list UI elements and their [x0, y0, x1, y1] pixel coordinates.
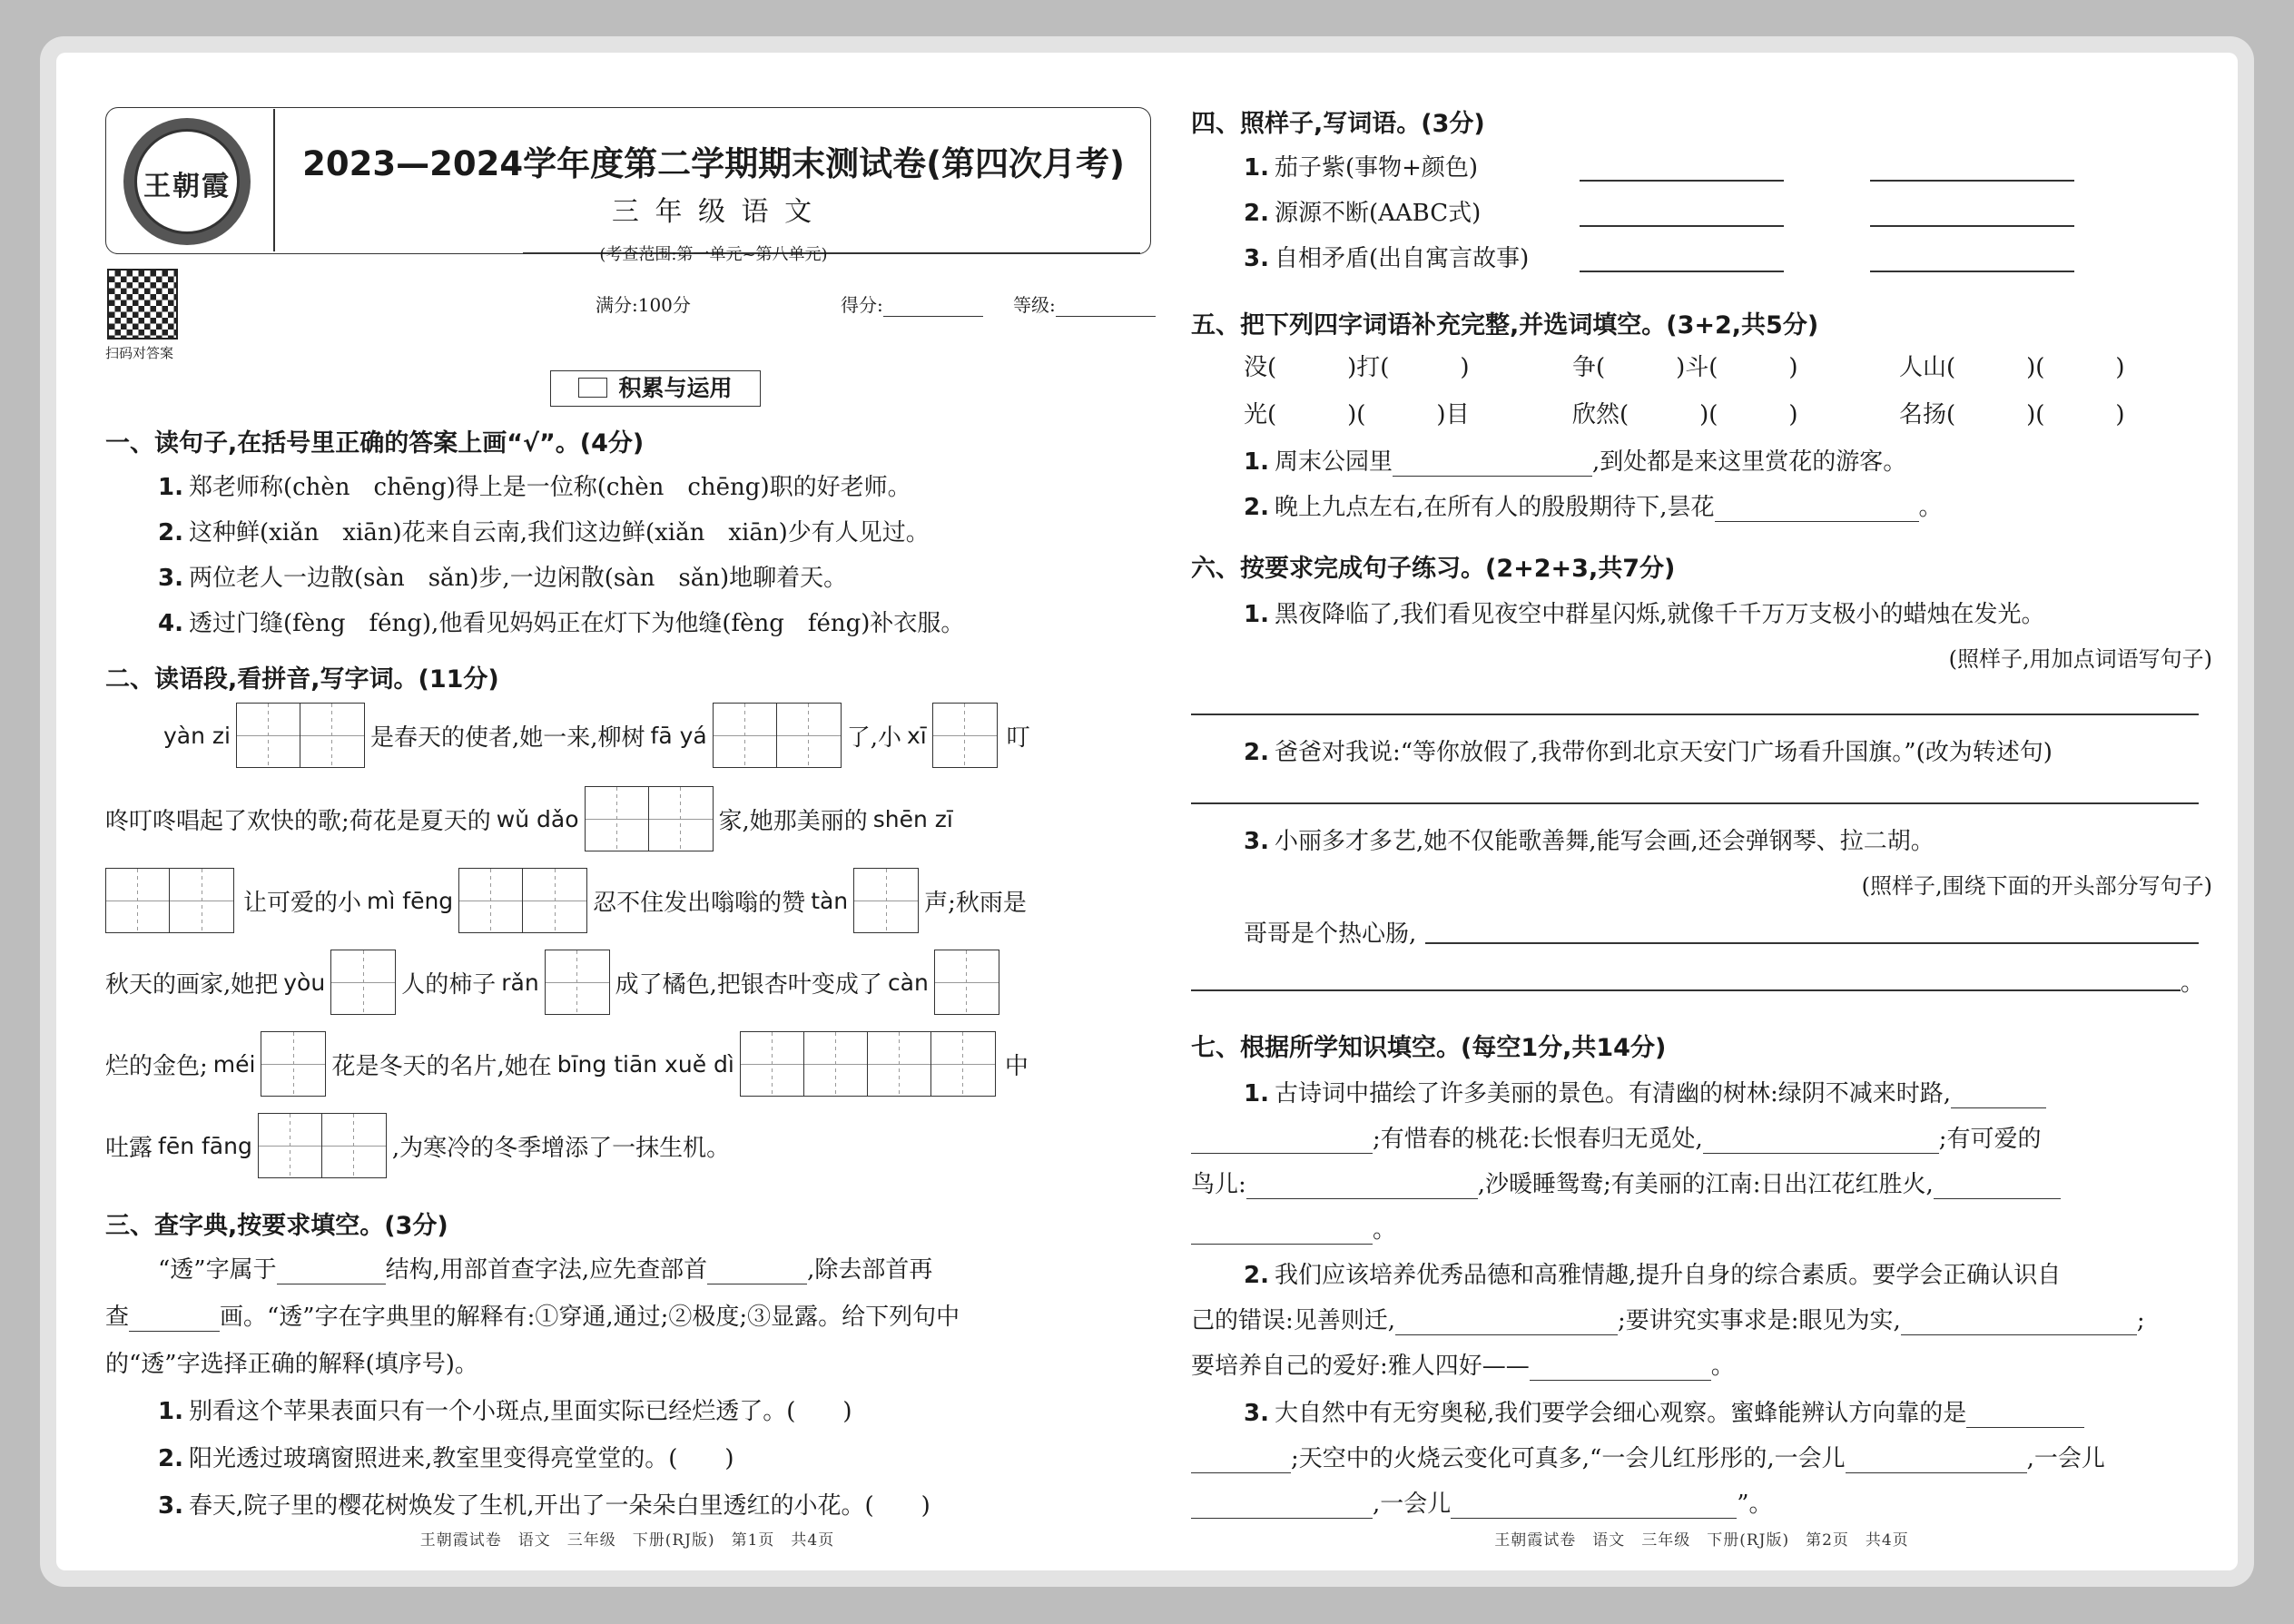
q7-text: ;	[2136, 1307, 2145, 1334]
q1-item-2	[158, 514, 930, 547]
q2-text: 成了橘色,把银杏叶变成了	[615, 970, 882, 999]
pinyin: tàn	[811, 887, 849, 914]
q2-text: 中	[1004, 1052, 1029, 1080]
q3-item-3-text: 春天,院子里的樱花树焕发了生机,开出了一朵朵白里透红的小花。( )	[188, 1492, 930, 1520]
q7-text: ,沙暖睡鸳鸯;有美丽的江南:日出江花红胜火,	[1477, 1171, 1934, 1198]
q2-row-4	[105, 950, 1149, 1015]
q5-idiom-4[interactable]: 光( )( )目	[1244, 401, 1470, 428]
q7-blank[interactable]	[1951, 1084, 2046, 1108]
q3-item-3-num: 3.	[158, 1492, 183, 1520]
q6-item-3-text: 小丽多才多艺,她不仅能歌善舞,能写会画,还会弹钢琴、拉二胡。	[1274, 828, 1935, 855]
char-grid[interactable]	[853, 868, 919, 933]
q7-text: ;要讲究实事求是:眼见为实,	[1618, 1307, 1901, 1334]
q2-row-2	[105, 786, 1149, 851]
q7-p1-line-4	[1191, 1211, 1396, 1245]
q2-row-5	[105, 1031, 1149, 1097]
q5-idiom-6[interactable]: 名扬( )( )	[1899, 401, 2125, 428]
q7-text: 我们应该培养优秀品德和高雅情趣,提升自身的综合素质。要学会正确认识自	[1274, 1262, 2062, 1289]
pinyin: fā yá	[650, 722, 707, 749]
q1-item-4-text: 透过门缝(fèng féng),他看见妈妈正在灯下为他缝(fèng féng)补衣服。	[188, 610, 965, 637]
q7-text: 鸟儿:	[1191, 1171, 1246, 1198]
q7-text: ”。	[1737, 1491, 1773, 1518]
q7-p1-line-2	[1191, 1120, 2042, 1154]
q7-blank[interactable]	[1451, 1494, 1737, 1519]
q7-blank[interactable]	[1191, 1129, 1373, 1154]
page-2	[1191, 53, 2212, 1570]
pinyin: yòu	[283, 969, 326, 996]
q1-item-4-num: 4.	[158, 610, 183, 637]
q7-p1-line-3	[1191, 1166, 2061, 1199]
page-2-footer: 王朝霞试卷 语文 三年级 下册(RJ版) 第2页 共4页	[1494, 1531, 1909, 1550]
q5-idiom-5[interactable]: 欣然( )( )	[1572, 401, 1798, 428]
q7-blank[interactable]	[1703, 1129, 1939, 1154]
q7-blank[interactable]	[1246, 1175, 1478, 1199]
q2-text: 是春天的使者,她一来,柳树	[369, 723, 645, 752]
q5-text: 。	[1918, 494, 1943, 521]
q7-p2-num: 2.	[1244, 1262, 1269, 1289]
q1-heading: 一、读句子,在括号里正确的答案上画“√”。(4分)	[105, 429, 645, 458]
q4-item-3	[1244, 240, 1529, 273]
char-grid[interactable]	[261, 1031, 326, 1097]
score-got-label: 得分:	[841, 294, 883, 316]
exam-scope: (考查范围:第一单元~第八单元)	[599, 245, 828, 264]
q4-item-1-num: 1.	[1244, 154, 1269, 182]
q2-text: 让可爱的小	[243, 889, 362, 917]
q2-text: 咚叮咚唱起了欢快的歌;荷花是夏天的	[105, 807, 491, 835]
q6-answer-line-1[interactable]	[1191, 714, 2199, 715]
q7-text: 大自然中有无穷奥秘,我们要学会细心观察。蜜蜂能辨认方向靠的是	[1274, 1400, 1967, 1427]
q7-p1-num: 1.	[1244, 1080, 1269, 1107]
q7-blank[interactable]	[1395, 1311, 1618, 1335]
q2-text: 家,她那美丽的	[718, 807, 868, 835]
q3-text: ,除去部首再	[807, 1256, 933, 1284]
q5-idiom-2[interactable]: 争( )斗( )	[1572, 354, 1798, 381]
exam-subtitle: 三 年 级 语 文	[611, 196, 816, 228]
q7-blank[interactable]	[1191, 1449, 1291, 1473]
q3-item-2-num: 2.	[158, 1445, 183, 1472]
q4-item-1	[1244, 149, 1478, 182]
q6-item-1	[1244, 595, 2045, 629]
q7-p3-line-1	[1244, 1394, 2084, 1428]
q1-item-2-text: 这种鲜(xiǎn xiān)花来自云南,我们这边鲜(xiǎn xiān)少有人见过。	[188, 519, 930, 546]
q3-text: 查	[105, 1304, 130, 1331]
q7-text: 古诗词中描绘了许多美丽的景色。有清幽的树林:绿阴不减来时路,	[1274, 1080, 1951, 1107]
q7-p2-line-3	[1191, 1347, 1735, 1381]
q2-row-6	[105, 1113, 1149, 1178]
q3-text: 结构,用部首查字法,应先查部首	[385, 1256, 708, 1284]
q2-row-3	[105, 868, 1149, 933]
q3-item-2-text: 阳光透过玻璃窗照进来,教室里变得亮堂堂的。( )	[188, 1445, 734, 1472]
q3-blank-strokes[interactable]	[129, 1307, 220, 1332]
q2-text: 烂的金色;	[105, 1052, 208, 1080]
qr-code[interactable]	[107, 269, 178, 340]
pinyin: méi	[212, 1050, 256, 1078]
q6-end: 。	[2181, 969, 2205, 997]
score-got-blank[interactable]	[883, 296, 983, 317]
char-grid[interactable]	[330, 950, 396, 1015]
q7-text: 。	[1373, 1216, 1397, 1244]
q4-item-3-num: 3.	[1244, 245, 1269, 272]
q7-text: 要培养自己的爱好:雅人四好——	[1191, 1353, 1530, 1380]
q3-blank-structure[interactable]	[277, 1260, 386, 1284]
q5-sentence-1	[1244, 443, 1906, 477]
q7-blank[interactable]	[1901, 1311, 2137, 1335]
q7-p2-line-2	[1191, 1302, 2145, 1335]
q7-blank[interactable]	[1191, 1220, 1373, 1245]
q3-blank-radical[interactable]	[707, 1260, 807, 1284]
q7-text: ;天空中的火烧云变化可真多,“一会儿红彤彤的,一会儿	[1291, 1445, 1846, 1472]
q1-item-1-text: 郑老师称(chèn chēng)得上是一位称(chèn chēng)职的好老师。	[188, 474, 911, 501]
q5-blank-2[interactable]	[1715, 497, 1919, 522]
banner-icon	[578, 378, 607, 398]
q6-item-1-num: 1.	[1244, 601, 1269, 628]
q6-item-1-hint: (照样子,用加点词语写句子)	[1948, 646, 2212, 672]
q5-sentence-2-num: 2.	[1244, 494, 1269, 521]
q4-heading: 四、照样子,写词语。(3分)	[1191, 110, 1485, 138]
q3-line-3: 的“透”字选择正确的解释(填序号)。	[105, 1351, 478, 1378]
grade	[1013, 290, 1156, 317]
q3-text: 画。“透”字在字典里的解释有:①穿通,通过;②极度;③显露。给下列句中	[220, 1304, 960, 1331]
q4-blank[interactable]	[1580, 225, 1784, 227]
q4-item-2	[1244, 194, 1481, 228]
q1-item-1-num: 1.	[158, 474, 183, 501]
q6-heading: 六、按要求完成句子练习。(2+2+3,共7分)	[1191, 555, 1676, 583]
q7-text: ;有惜春的桃花:长恨春归无觅处,	[1373, 1126, 1703, 1153]
q7-blank[interactable]	[1966, 1403, 2084, 1428]
q3-item-1-text: 别看这个苹果表面只有一个小斑点,里面实际已经烂透了。( )	[188, 1398, 852, 1425]
q7-blank[interactable]	[1934, 1175, 2061, 1199]
char-grid[interactable]	[458, 868, 587, 933]
q5-blank-1[interactable]	[1393, 452, 1592, 477]
pinyin: wǔ dǎo	[496, 805, 579, 832]
q2-text: 声;秋雨是	[924, 889, 1027, 917]
q6-answer-line-2[interactable]	[1191, 802, 2199, 804]
q5-sentence-1-num: 1.	[1244, 448, 1269, 476]
q4-blank[interactable]	[1870, 180, 2074, 182]
q2-text: 了,小	[846, 723, 901, 752]
q5-text: 晚上九点左右,在所有人的殷殷期待下,昙花	[1274, 494, 1715, 521]
q7-text: ;有可爱的	[1938, 1126, 2042, 1153]
q5-text: ,到处都是来这里赏花的游客。	[1591, 448, 1907, 476]
q7-p1-line-1	[1244, 1075, 2046, 1108]
q3-item-1-num: 1.	[158, 1398, 183, 1425]
q6-item-3-hint: (照样子,围绕下面的开头部分写句子)	[1861, 873, 2212, 899]
char-grid[interactable]	[934, 950, 999, 1015]
q4-blank[interactable]	[1580, 180, 1784, 182]
q2-row-1	[105, 703, 1202, 768]
q7-text: 。	[1710, 1353, 1735, 1380]
q7-text: 己的错误:见善则迁,	[1191, 1307, 1396, 1334]
exam-paper	[56, 53, 2238, 1570]
exam-title: 2023—2024学年度第二学期期末测试卷(第四次月考)	[302, 144, 1125, 183]
q5-sentence-2	[1244, 488, 1943, 522]
char-grid[interactable]	[236, 703, 365, 768]
q6-item-2-num: 2.	[1244, 739, 1269, 766]
q3-item-2	[158, 1440, 734, 1473]
pinyin: bīng tiān xuě dì	[556, 1050, 734, 1078]
q6-item-3	[1244, 822, 1935, 856]
q1-item-2-num: 2.	[158, 519, 183, 546]
q6-item-1-text: 黑夜降临了,我们看见夜空中群星闪烁,就像千千万万支极小的蜡烛在发光。	[1274, 601, 2045, 628]
score-full: 满分:100分	[596, 294, 691, 316]
q2-text: 吐露	[105, 1134, 153, 1162]
q5-idiom-1[interactable]: 没( )打( )	[1244, 354, 1470, 381]
q3-heading: 三、查字典,按要求填空。(3分)	[105, 1212, 448, 1240]
q6-answer-line-3[interactable]	[1425, 942, 2199, 944]
q3-item-1	[158, 1393, 852, 1426]
q3-line-2	[105, 1298, 960, 1332]
q2-text: 花是冬天的名片,她在	[331, 1052, 552, 1080]
grade-label: 等级:	[1013, 294, 1056, 316]
qr-caption: 扫码对答案	[105, 345, 174, 361]
q7-blank[interactable]	[1530, 1356, 1711, 1381]
q4-item-3-text: 自相矛盾(出自寓言故事)	[1274, 245, 1530, 272]
q2-heading: 二、读语段,看拼音,写字词。(11分)	[105, 665, 499, 694]
q6-answer-line-4[interactable]	[1191, 989, 2181, 991]
q2-text: 叮	[1006, 723, 1030, 752]
q1-item-3-num: 3.	[158, 565, 183, 592]
char-grid[interactable]	[585, 786, 714, 851]
q7-p2-line-1	[1244, 1256, 2061, 1290]
q7-blank[interactable]	[1846, 1449, 2027, 1473]
q1-item-1	[158, 468, 911, 502]
pinyin: fēn fāng	[158, 1132, 252, 1159]
page-1	[105, 53, 1149, 1570]
q2-text: 忍不住发出嗡嗡的赞	[593, 889, 806, 917]
q5-text: 周末公园里	[1274, 448, 1393, 476]
q4-blank[interactable]	[1580, 271, 1784, 272]
q6-item-2-text: 爸爸对我说:“等你放假了,我带你到北京天安门广场看升国旗。”(改为转述句)	[1274, 739, 2053, 766]
q7-p3-line-2	[1191, 1440, 2105, 1473]
q7-heading: 七、根据所学知识填空。(每空1分,共14分)	[1191, 1034, 1667, 1062]
q3-line-1	[158, 1251, 932, 1284]
q6-item-2	[1244, 733, 2053, 767]
q6-start-text: 哥哥是个热心肠,	[1244, 920, 1417, 948]
q4-item-2-text: 源源不断(AABC式)	[1274, 200, 1482, 227]
pinyin: càn	[887, 969, 929, 996]
q4-blank[interactable]	[1870, 271, 2074, 272]
char-grid[interactable]	[713, 703, 842, 768]
section-banner-label: 积累与运用	[618, 375, 733, 401]
section-banner	[550, 370, 761, 407]
q5-heading: 五、把下列四字词语补充完整,并选词填空。(3+2,共5分)	[1191, 311, 1819, 340]
char-grid[interactable]	[545, 950, 610, 1015]
logo	[123, 118, 251, 245]
q2-text: 秋天的画家,她把	[105, 970, 279, 999]
q7-blank[interactable]	[1191, 1494, 1373, 1519]
q7-text: ,一会儿	[2026, 1445, 2105, 1472]
char-grid[interactable]	[258, 1113, 387, 1178]
score-got	[841, 290, 983, 317]
q4-blank[interactable]	[1870, 225, 2074, 227]
q4-item-2-num: 2.	[1244, 200, 1269, 227]
char-grid[interactable]	[105, 868, 234, 933]
pinyin: mì fēng	[367, 887, 454, 914]
q5-idiom-3[interactable]: 人山( )( )	[1899, 354, 2125, 381]
logo-text: 王朝霞	[143, 171, 231, 202]
pinyin: yàn zi	[163, 722, 231, 749]
q6-item-3-num: 3.	[1244, 828, 1269, 855]
pinyin: shēn zī	[872, 805, 953, 832]
q7-p3-num: 3.	[1244, 1400, 1269, 1427]
pinyin: xī	[906, 722, 927, 749]
pinyin: rǎn	[501, 969, 539, 996]
q7-text: ,一会儿	[1373, 1491, 1452, 1518]
q2-text: ,为寒冷的冬季增添了一抹生机。	[391, 1134, 731, 1162]
q4-item-1-text: 茄子紫(事物+颜色)	[1274, 154, 1479, 182]
q1-item-4	[158, 605, 964, 638]
q2-text: 人的柿子	[401, 970, 497, 999]
page-1-footer: 王朝霞试卷 语文 三年级 下册(RJ版) 第1页 共4页	[419, 1531, 835, 1550]
q1-item-3	[158, 559, 847, 593]
q7-p3-line-3	[1191, 1485, 1773, 1519]
q1-item-3-text: 两位老人一边散(sàn sǎn)步,一边闲散(sàn sǎn)地聊着天。	[188, 565, 848, 592]
char-grid[interactable]	[932, 703, 998, 768]
grade-blank[interactable]	[1056, 296, 1156, 317]
q3-text: “透”字属于	[158, 1256, 277, 1284]
q3-item-3	[158, 1487, 930, 1521]
char-grid[interactable]	[740, 1031, 996, 1097]
